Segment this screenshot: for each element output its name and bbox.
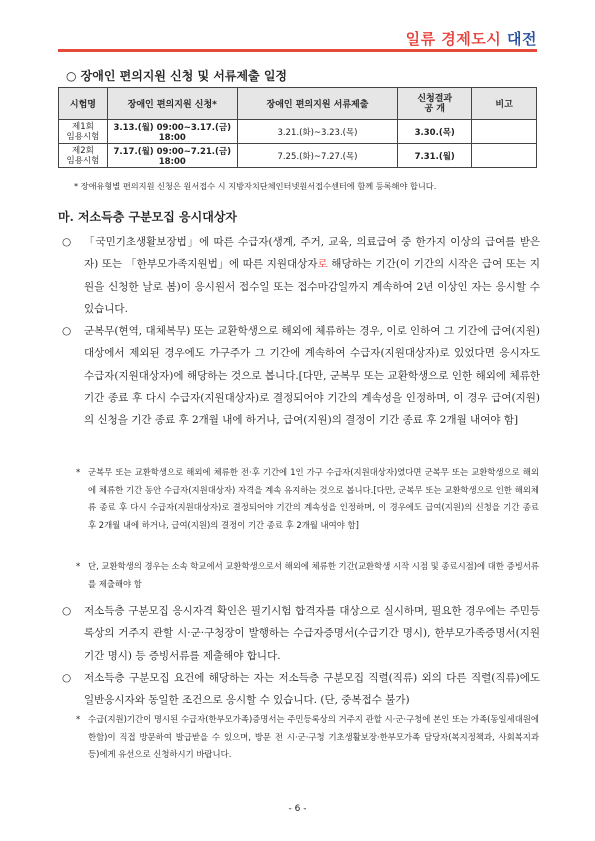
docs-period-cell: 3.21.(화)~3.23.(목) xyxy=(237,120,398,144)
apply-period-cell: 7.17.(월) 09:00~7.21.(금) 18:00 xyxy=(107,144,237,168)
paragraph-text xyxy=(84,231,540,320)
apply-period-cell: 3.13.(월) 09:00~3.17.(금) 18:00 xyxy=(107,120,237,144)
result-date-cell: 7.31.(월) xyxy=(398,144,472,168)
docs-period-cell: 7.25.(화)~7.27.(목) xyxy=(237,144,398,168)
table-row xyxy=(59,120,537,144)
section-heading-disability-support: ○ 장애인 편의지원 신청 및 서류제출 일정 xyxy=(66,69,288,83)
brand-city: 대전 xyxy=(507,30,537,48)
paragraph-text-part: 「국민기초생활보장법」에 따른 수급자(생계, 주거, 교육, 의료급여 중 한가지 이상의 급여를 받은 자) 또는 「한부모가족지원법」에 따른 지원대상자 xyxy=(84,236,540,271)
exam-type: 임용시험 xyxy=(66,155,100,166)
table-row xyxy=(59,144,537,168)
note-text: 군복무 또는 교환학생으로 해외에 체류한 전·후 기간에 1인 가구 수급자(지원대상자)였다면 군복무 또는 교환학생으로 해외에 체류한 기간 동안 수급자(지원대상자) 자격을 계속 유지하는 것으로 봅니다.[다만, 군복무 또는 교환학생으로 인한 해외체류 종료 후 다시 수급자(지원대상자)로 결정되어야 기간의 계속성을 인정하며, 이 경우에도 급여(지원)의 신청을 기간 종료 후 2개월 내에 하거나, 급여(지원)의 결정이 기간 종료 후 2개월 내여야 함] xyxy=(88,467,539,530)
note-text: 단, 교환학생의 경우는 소속 학교에서 교환학생으로서 해외에 체류한 기간(교환학생 시작 시점 및 종료시점)에 대한 증빙서류를 제출해야 함 xyxy=(88,561,539,589)
city-brand-logo xyxy=(406,28,537,49)
header-note: 비고 xyxy=(472,88,537,120)
exam-round: 제2회 xyxy=(72,145,94,156)
note-cell xyxy=(472,144,537,168)
highlight-text: 로 xyxy=(317,258,328,271)
bullet-circle: ○ xyxy=(62,672,72,684)
bullet-circle: ○ xyxy=(62,605,72,617)
paragraph-military-exchange xyxy=(62,320,540,431)
schedule-table xyxy=(58,87,537,168)
brand-slogan: 일류 경제도시 xyxy=(405,30,502,48)
paragraph-eligibility xyxy=(62,231,540,320)
note-asterisk: * xyxy=(76,561,81,571)
note-certificate xyxy=(76,711,539,764)
bullet-circle: ○ xyxy=(62,325,72,337)
header-result: 신청결과 공 개 xyxy=(398,88,472,120)
table-footnote: * 장애유형별 편의지원 신청은 원서접수 시 지방자치단체인터넷원서접수센터에 함께 등록해야 합니다. xyxy=(74,181,437,191)
header-docs: 장애인 편의지원 서류제출 xyxy=(237,88,398,120)
note-single-household xyxy=(76,464,539,534)
note-asterisk: * xyxy=(76,467,81,477)
bullet-circle: ○ xyxy=(62,236,72,248)
note-asterisk: * xyxy=(76,714,81,724)
exam-name-cell xyxy=(59,120,108,144)
result-date-cell: 3.30.(목) xyxy=(398,120,472,144)
paragraph-text: 저소득층 구분모집 응시자격 확인은 필기시험 합격자를 대상으로 실시하며, 필요한 경우에는 주민등록상의 거주지 관할 시·군·구청장이 발행하는 수급자증명서(수급기간 명시), 한부모가족증명서(지원기간 명시) 등 증빙서류를 제출해야 합니다. xyxy=(84,605,540,662)
table-header-row xyxy=(59,88,537,120)
paragraph-text: 저소득층 구분모집 요건에 해당하는 자는 저소득층 구분모집 직렬(직류) 외의 다른 직렬(직류)에도 일반응시자와 동일한 조건으로 응시할 수 있습니다. (단, 중복접수 불가) xyxy=(84,672,540,707)
paragraph-text: 군복무(현역, 대체복무) 또는 교환학생으로 해외에 체류하는 경우, 이로 인하여 그 기간에 급여(지원) 대상에서 제외된 경우에도 가구주가 그 기간에 계속하여 수급자(지원대상자)로 있었다면 응시자도 수급자(지원대상자)에 해당하는 것으로 봅니다.[다만, 군복무 또는 교환학생으로 인한 해외에 체류한 기간 종료 후 다시 수급자(지원대상자)로 결정되어야 기간의 계속성을 인정하며, 이 경우 급여(지원)의 신청을 기간 종료 후 2개월 내에 하거나, 급여(지원)의 결정이 기간 종료 후 2개월 내여야 함] xyxy=(84,325,540,427)
paragraph-verification xyxy=(62,600,540,667)
exam-round: 제1회 xyxy=(72,121,94,132)
page-number: - 6 - xyxy=(288,804,307,814)
header-exam-name: 시험명 xyxy=(59,88,108,120)
paragraph-text-part: 해당하는 기간(이 기간의 시작은 급여 또는 지원을 신청한 날로 봄)이 응시원서 접수일 또는 접수마감일까지 계속하여 2년 이상인 자는 응시할 수 있습니다. xyxy=(84,258,540,315)
header-apply: 장애인 편의지원 신청* xyxy=(107,88,237,120)
note-text: 수급(지원)기간이 명시된 수급자(한부모가족)증명서는 주민등록상의 거주지 관할 시·군·구청에 본인 또는 가족(동일세대원에 한함)이 직접 방문하여 발급받을 수 있으며, 방문 전 시·군·구청 기초생활보장·한부모가족 담당자(복지정책과, 사회복지과 등)에게 유선으로 신청하시기 바랍니다. xyxy=(88,714,539,760)
header-divider xyxy=(58,49,537,52)
note-exchange-student xyxy=(76,558,539,593)
exam-name-cell xyxy=(59,144,108,168)
exam-type: 임용시험 xyxy=(66,131,100,142)
section-heading-low-income: 마. 저소득층 구분모집 응시대상자 xyxy=(58,210,238,224)
paragraph-other-positions xyxy=(62,667,540,712)
note-cell xyxy=(472,120,537,144)
